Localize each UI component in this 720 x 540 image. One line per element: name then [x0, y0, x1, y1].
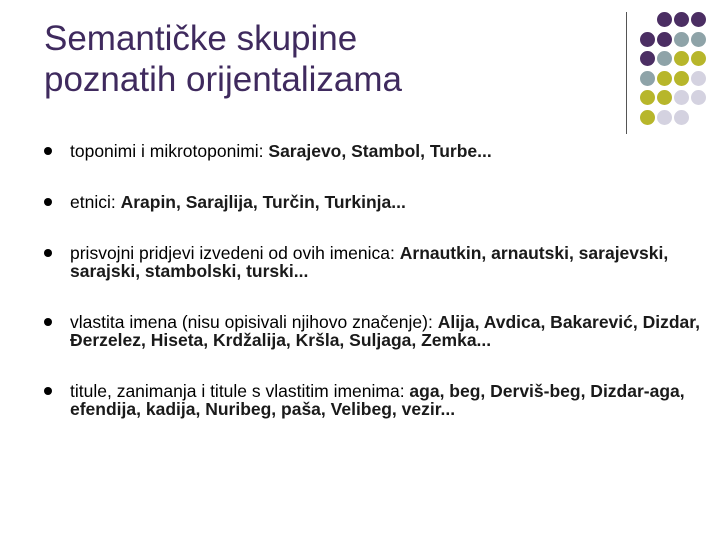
- bullet-examples: Sarajevo, Stambol, Turbe...: [268, 141, 492, 161]
- slide-title-line-1: Semantičke skupine: [44, 19, 358, 58]
- decorative-dot-icon: [657, 71, 672, 86]
- decorative-dot-icon: [640, 51, 655, 66]
- slide-title: [44, 18, 604, 100]
- decorative-dot-icon: [674, 12, 689, 27]
- bullet-dot-icon: [44, 387, 52, 395]
- decorative-dot-icon: [691, 51, 706, 66]
- bullet-list: [44, 134, 704, 418]
- bullet-dot-icon: [44, 249, 52, 257]
- decorative-dot-icon: [657, 110, 672, 125]
- decorative-dot-icon: [674, 32, 689, 47]
- decorative-dot-icon: [657, 32, 672, 47]
- bullet-item-personal-names: [44, 313, 704, 349]
- decorative-dot-grid: [636, 12, 720, 136]
- decorative-dot-icon: [640, 110, 655, 125]
- bullet-text: titule, zanimanja i titule s vlastitim imenima:: [70, 381, 410, 401]
- decorative-dot-icon: [691, 90, 706, 105]
- bullet-examples: Arapin, Sarajlija, Turčin, Turkinja...: [120, 192, 406, 212]
- bullet-item-toponyms: [44, 142, 704, 160]
- bullet-dot-icon: [44, 198, 52, 206]
- decorative-dot-icon: [657, 12, 672, 27]
- bullet-examples: Arnautkin, arnautski, sarajevski, sarajski, stambolski, turski...: [70, 243, 669, 281]
- bullet-dot-icon: [44, 147, 52, 155]
- decorative-dot-icon: [674, 51, 689, 66]
- bullet-text: etnici:: [70, 192, 121, 212]
- decorative-dot-icon: [691, 32, 706, 47]
- bullet-item-ethnics: [44, 193, 704, 211]
- bullet-item-possessive-adjectives: [44, 244, 704, 280]
- bullet-text: prisvojni pridjevi izvedeni od ovih imenica:: [70, 243, 400, 263]
- decorative-dot-icon: [640, 32, 655, 47]
- decorative-dot-icon: [691, 71, 706, 86]
- bullet-text: toponimi i mikrotoponimi:: [70, 141, 269, 161]
- bullet-item-titles: [44, 382, 704, 418]
- slide-title-line-2: poznatih orijentalizama: [44, 60, 402, 99]
- decorative-dot-icon: [640, 90, 655, 105]
- bullet-text: vlastita imena (nisu opisivali njihovo značenje):: [70, 312, 438, 332]
- decorative-dot-icon: [657, 90, 672, 105]
- decorative-dot-icon: [640, 71, 655, 86]
- bullet-examples: Alija, Avdica, Bakarević, Dizdar, Đerzelez, Hiseta, Krdžalija, Kršla, Suljaga, Zemka...: [70, 312, 700, 350]
- decorative-dot-icon: [691, 12, 706, 27]
- divider-line: [626, 12, 627, 134]
- decorative-dot-icon: [657, 51, 672, 66]
- decorative-dot-icon: [674, 110, 689, 125]
- decorative-dot-icon: [674, 90, 689, 105]
- decorative-dot-icon: [674, 71, 689, 86]
- bullet-dot-icon: [44, 318, 52, 326]
- bullet-examples: aga, beg, Derviš-beg, Dizdar-aga, efendija, kadija, Nuribeg, paša, Velibeg, vezir...: [70, 381, 685, 419]
